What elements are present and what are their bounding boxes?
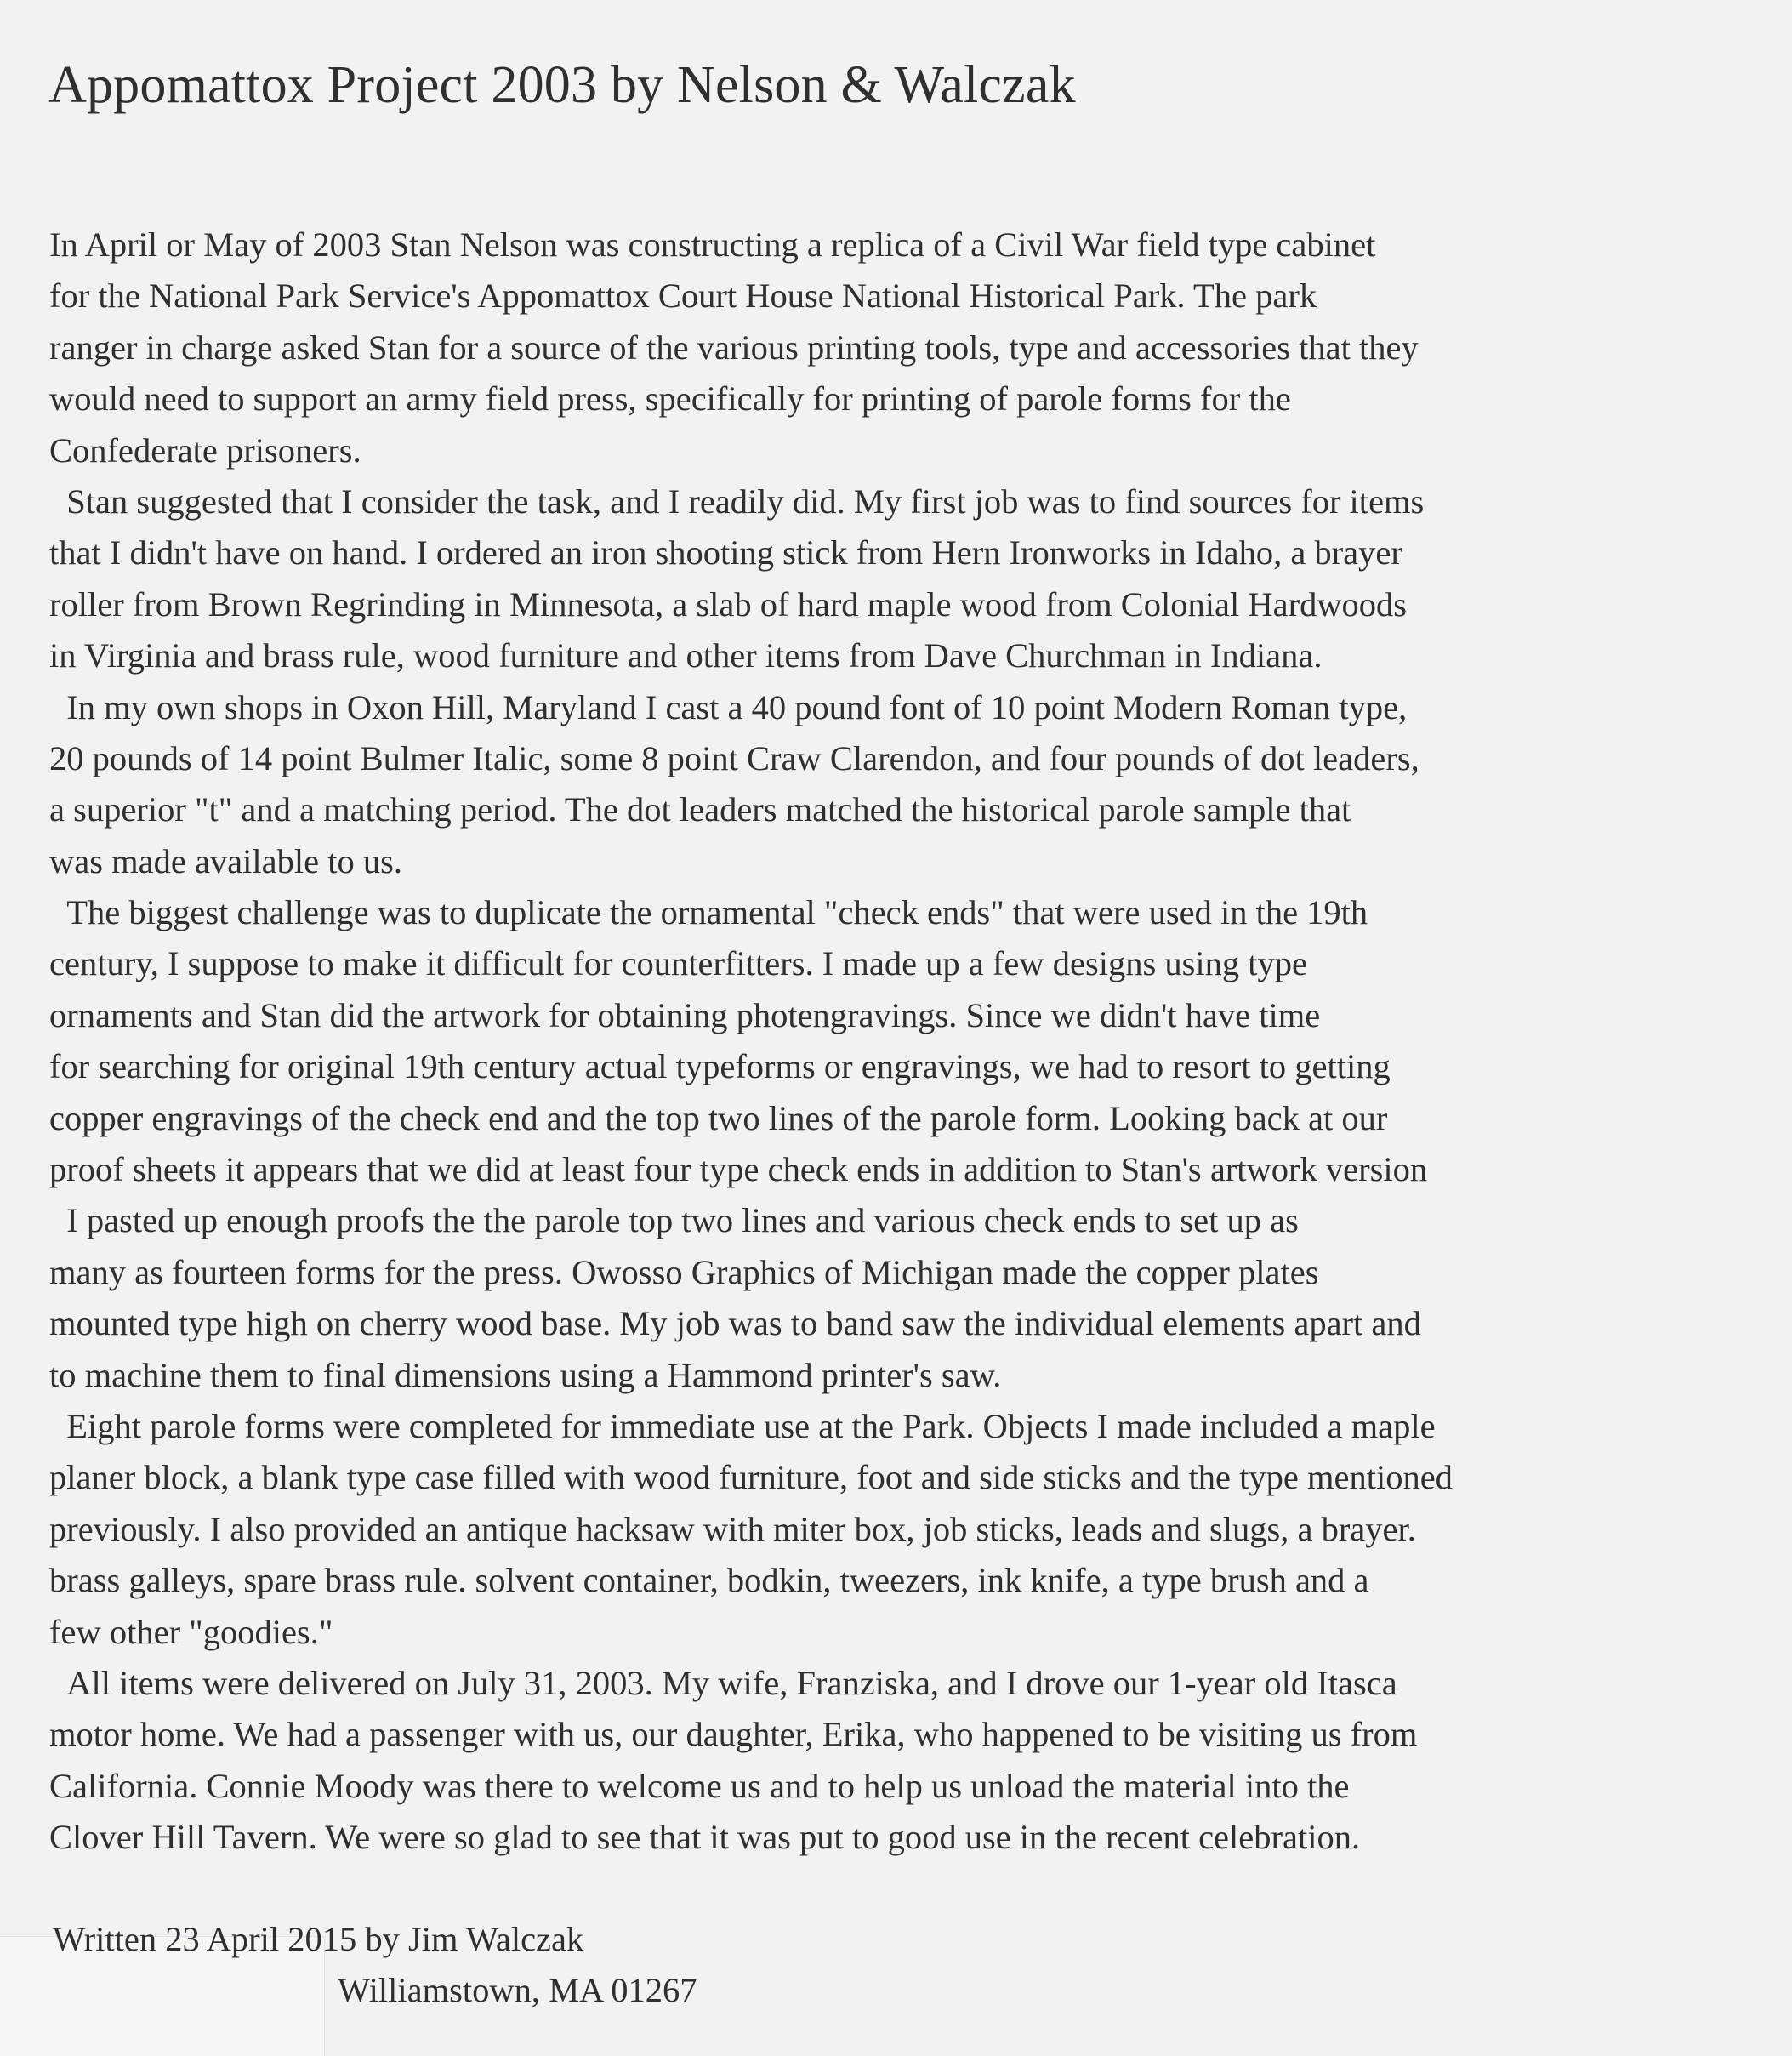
- text-line: a superior "t" and a matching period. The dot leaders matched the historical parole sample that: [49, 790, 1351, 829]
- text-line: previously. I also provided an antique hacksaw with miter box, job sticks, leads and slugs, a brayer.: [49, 1509, 1416, 1548]
- text-line: planer block, a blank type case filled with wood furniture, foot and side sticks and the type mentioned: [49, 1458, 1453, 1497]
- signature-written: Written 23 April 2015 by Jim Walczak: [53, 1920, 584, 1958]
- text-line: Stan suggested that I consider the task, and I readily did. My first job was to find sources for items: [49, 481, 1425, 521]
- text-line: that I didn't have on hand. I ordered an iron shooting stick from Hern Ironworks in Idaho, a brayer: [49, 533, 1402, 572]
- text-line: for searching for original 19th century actual typeforms or engravings, we had to resort to getting: [49, 1047, 1391, 1086]
- text-line: mounted type high on cherry wood base. My job was to band saw the individual elements apart and: [49, 1304, 1421, 1343]
- text-line: brass galleys, spare brass rule. solvent container, bodkin, tweezers, ink knife, a type brush and a: [49, 1561, 1369, 1600]
- text-line: roller from Brown Regrinding in Minnesota, a slab of hard maple wood from Colonial Hardwoods: [49, 584, 1408, 624]
- text-line: In April or May of 2003 Stan Nelson was constructing a replica of a Civil War field type cabinet: [49, 225, 1376, 264]
- text-line: few other "goodies.": [49, 1612, 333, 1651]
- text-line: motor home. We had a passenger with us, our daughter, Erika, who happened to be visiting us from: [49, 1715, 1418, 1754]
- text-line: Eight parole forms were completed for immediate use at the Park. Objects I made included a maple: [49, 1406, 1436, 1445]
- text-line: for the National Park Service's Appomattox Court House National Historical Park. The park: [49, 276, 1317, 316]
- body-text: [49, 219, 1776, 1864]
- text-line: In my own shops in Oxon Hill, Maryland I cast a 40 pound font of 10 point Modern Roman type,: [49, 687, 1408, 726]
- text-line: copper engravings of the check end and the top two lines of the parole form. Looking back at our: [49, 1098, 1388, 1137]
- text-line: California. Connie Moody was there to welcome us and to help us unload the material into the: [49, 1766, 1350, 1805]
- text-line: century, I suppose to make it difficult for counterfitters. I made up a few designs using type: [49, 944, 1307, 983]
- text-line: 20 pounds of 14 point Bulmer Italic, some 8 point Craw Clarendon, and four pounds of dot leaders,: [49, 738, 1419, 777]
- signature-location: Williamstown, MA 01267: [338, 1971, 697, 2009]
- page-title: Appomattox Project 2003 by Nelson & Walczak: [48, 56, 1076, 114]
- text-line: was made available to us.: [49, 841, 402, 880]
- text-line: The biggest challenge was to duplicate the ornamental "check ends" that were used in the 19th: [49, 893, 1368, 932]
- text-line: to machine them to final dimensions using a Hammond printer's saw.: [49, 1355, 1002, 1394]
- text-line: many as fourteen forms for the press. Owosso Graphics of Michigan made the copper plates: [49, 1252, 1319, 1291]
- text-line: proof sheets it appears that we did at least four type check ends in addition to Stan's artwork version: [49, 1150, 1428, 1189]
- text-line: I pasted up enough proofs the the parole top two lines and various check ends to set up as: [49, 1201, 1299, 1240]
- signature-block: [53, 1914, 988, 2016]
- text-line: Clover Hill Tavern. We were so glad to see that it was put to good use in the recent celebration.: [49, 1818, 1361, 1857]
- text-line: in Virginia and brass rule, wood furniture and other items from Dave Churchman in Indiana.: [49, 636, 1323, 675]
- text-line: ranger in charge asked Stan for a source of the various printing tools, type and accessories that they: [49, 327, 1419, 367]
- text-line: ornaments and Stan did the artwork for obtaining photengravings. Since we didn't have time: [49, 995, 1321, 1034]
- text-line: Confederate prisoners.: [49, 430, 361, 470]
- text-line: All items were delivered on July 31, 2003. My wife, Franziska, and I drove our 1-year old Itasca: [49, 1663, 1397, 1702]
- text-line: would need to support an army field press, specifically for printing of parole forms for the: [49, 379, 1291, 419]
